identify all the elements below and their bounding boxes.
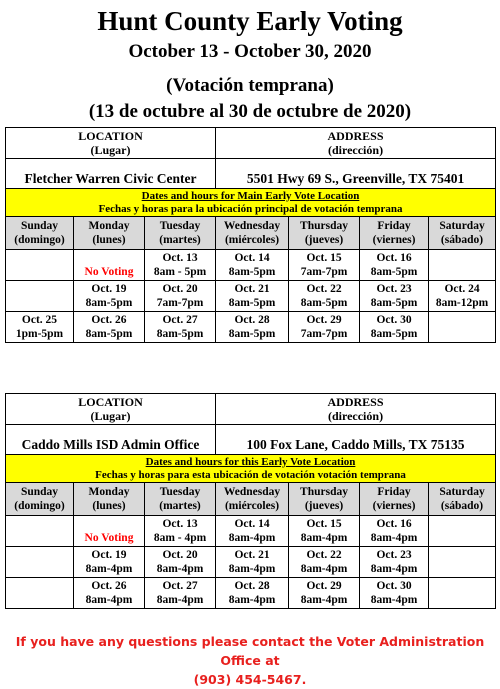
day-name-es: (miércoles) (224, 234, 280, 246)
schedule-cell (289, 547, 360, 578)
day-header-thursday (289, 217, 360, 250)
cell-date: Oct. 27 (162, 314, 198, 326)
schedule-cell (289, 578, 360, 609)
cell-date: Oct. 16 (376, 518, 412, 530)
cell-date: Oct. 29 (306, 314, 342, 326)
schedule-cell (429, 250, 496, 281)
schedule-cell (216, 281, 289, 312)
day-header-sunday (6, 483, 74, 516)
day-name: Wednesday (223, 220, 281, 232)
day-name: Friday (377, 220, 411, 232)
day-name-es: (jueves) (304, 500, 344, 512)
schedule-cell (6, 516, 74, 547)
day-name: Thursday (300, 220, 348, 232)
schedule-cell (216, 312, 289, 343)
day-name: Wednesday (223, 486, 281, 498)
contact-footer (0, 632, 500, 689)
location-label-es: (Lugar) (90, 143, 131, 157)
cell-date: Oct. 14 (234, 252, 270, 264)
schedule-cell (360, 312, 429, 343)
schedule-cell (216, 578, 289, 609)
cell-hours: 8am-4pm (300, 594, 348, 606)
site1-week-row (6, 281, 496, 312)
day-name: Friday (377, 486, 411, 498)
location-label-es: (Lugar) (90, 409, 131, 423)
day-name: Sunday (20, 220, 59, 232)
schedule-cell (74, 250, 145, 281)
site1-banner (6, 189, 496, 217)
day-name-es: (viernes) (372, 500, 416, 512)
cell-hours: 8am-5pm (85, 328, 133, 340)
site2-week-row (6, 547, 496, 578)
schedule-cell (360, 516, 429, 547)
location-label: LOCATION (78, 395, 143, 409)
date-range-english: October 13 - October 30, 2020 (128, 41, 372, 62)
address-label: ADDRESS (327, 129, 384, 143)
cell-date: Oct. 22 (306, 283, 342, 295)
schedule-cell (6, 578, 74, 609)
site2-banner-en: Dates and hours for this Early Vote Location (145, 455, 356, 468)
cell-hours: 8am-5pm (370, 328, 418, 340)
day-name-es: (jueves) (304, 234, 344, 246)
day-name: Monday (88, 486, 130, 498)
schedule-cell (145, 578, 216, 609)
day-name: Thursday (300, 486, 348, 498)
site2-location-name: Caddo Mills ISD Admin Office (6, 425, 216, 455)
site2-schedule-body (6, 516, 496, 609)
schedule-cell (429, 516, 496, 547)
cell-hours: 8am-4pm (85, 594, 133, 606)
day-header-sunday (6, 217, 74, 250)
footer-phone: (903) 454-5467. (193, 672, 307, 687)
cell-date: Oct. 13 (162, 518, 198, 530)
day-name-es: (martes) (159, 234, 201, 246)
schedule-cell (74, 312, 145, 343)
schedule-cell (289, 516, 360, 547)
day-name: Tuesday (159, 220, 201, 232)
schedule-cell (74, 547, 145, 578)
address-label-es: (dirección) (327, 143, 384, 157)
schedule-cell (145, 547, 216, 578)
schedule-cell (145, 516, 216, 547)
schedule-cell (6, 281, 74, 312)
day-name: Saturday (439, 486, 485, 498)
cell-date: Oct. 19 (91, 283, 127, 295)
footer-line1: If you have any questions please contact the Voter Administration Office at (15, 634, 485, 668)
day-header-tuesday (145, 217, 216, 250)
cell-hours: 8am-4pm (300, 563, 348, 575)
cell-date: Oct. 20 (162, 283, 198, 295)
schedule-cell (6, 250, 74, 281)
site1-location-row (6, 159, 496, 189)
site2-banner-es: Fechas y horas para esta ubicación de votación votación temprana (95, 468, 406, 481)
cell-hours: 8am-5pm (300, 297, 348, 309)
cell-hours: 7am-7pm (300, 328, 348, 340)
site2-week-row (6, 578, 496, 609)
day-name-es: (sábado) (440, 500, 484, 512)
cell-hours: 8am-4pm (370, 532, 418, 544)
day-header-monday (74, 217, 145, 250)
cell-date: Oct. 13 (162, 252, 198, 264)
schedule-cell (289, 312, 360, 343)
schedule-cell (74, 516, 145, 547)
cell-date: Oct. 15 (306, 518, 342, 530)
site1-schedule-body (6, 250, 496, 343)
site1-header-row (6, 128, 496, 159)
site2-week-row (6, 516, 496, 547)
cell-hours: 8am-5pm (228, 328, 276, 340)
schedule-cell (74, 281, 145, 312)
cell-hours: 7am-7pm (300, 266, 348, 278)
day-name-es: (miércoles) (224, 500, 280, 512)
cell-hours: 8am-4pm (228, 532, 276, 544)
site2-schedule-table (5, 393, 496, 609)
day-name-es: (martes) (159, 500, 201, 512)
schedule-cell (216, 547, 289, 578)
schedule-cell (429, 281, 496, 312)
schedule-cell (360, 578, 429, 609)
cell-date: Oct. 25 (21, 314, 58, 326)
site1-location-name: Fletcher Warren Civic Center (6, 159, 216, 189)
cell-date: Oct. 29 (306, 580, 342, 592)
schedule-cell (429, 578, 496, 609)
schedule-cell (360, 547, 429, 578)
title-spanish: (Votación temprana) (166, 75, 334, 96)
day-name: Monday (88, 220, 130, 232)
schedule-cell (216, 516, 289, 547)
cell-hours: 8am-5pm (370, 266, 418, 278)
cell-date: Oct. 28 (234, 314, 270, 326)
cell-date: Oct. 26 (91, 580, 127, 592)
cell-date: Oct. 14 (234, 518, 270, 530)
site2-location-row (6, 425, 496, 455)
cell-hours: 1pm-5pm (15, 328, 64, 340)
day-name: Saturday (439, 220, 485, 232)
cell-date: Oct. 21 (234, 283, 270, 295)
site2-address-header (216, 394, 496, 425)
cell-hours: 8am-4pm (370, 563, 418, 575)
day-header-wednesday (216, 217, 289, 250)
cell-date: Oct. 21 (234, 549, 270, 561)
cell-hours: 8am-5pm (85, 297, 133, 309)
schedule-cell (6, 547, 74, 578)
day-name-es: (sábado) (440, 234, 484, 246)
schedule-cell (360, 250, 429, 281)
address-label-es: (dirección) (327, 409, 384, 423)
site1-schedule-table (5, 127, 496, 343)
day-name-es: (domingo) (14, 500, 65, 512)
cell-hours: 8am-4pm (370, 594, 418, 606)
day-name: Tuesday (159, 486, 201, 498)
cell-date: Oct. 26 (91, 314, 127, 326)
date-range-spanish: (13 de octubre al 30 de octubre de 2020) (88, 101, 412, 122)
site1-location-header (6, 128, 216, 159)
cell-date: Oct. 15 (306, 252, 342, 264)
site1-banner-row (6, 189, 496, 217)
site2-address: 100 Fox Lane, Caddo Mills, TX 75135 (216, 425, 496, 455)
day-name-es: (domingo) (14, 234, 65, 246)
no-voting-label: No Voting (84, 532, 134, 544)
cell-date: Oct. 23 (376, 283, 412, 295)
day-header-thursday (289, 483, 360, 516)
cell-hours: 8am-5pm (228, 266, 276, 278)
schedule-cell (145, 250, 216, 281)
site1-week-row (6, 312, 496, 343)
cell-date: Oct. 23 (376, 549, 412, 561)
site2-day-header-row (6, 483, 496, 516)
cell-hours: 8am-4pm (85, 563, 133, 575)
page-title: Hunt County Early Voting (97, 6, 403, 36)
cell-date: Oct. 30 (376, 314, 412, 326)
address-label: ADDRESS (327, 395, 384, 409)
site2-banner-row (6, 455, 496, 483)
schedule-cell (216, 250, 289, 281)
site2-header-row (6, 394, 496, 425)
cell-hours: 8am - 4pm (153, 532, 207, 544)
day-name: Sunday (20, 486, 59, 498)
site1-banner-en: Dates and hours for Main Early Vote Location (141, 189, 360, 202)
day-header-friday (360, 483, 429, 516)
cell-date: Oct. 24 (444, 283, 480, 295)
cell-hours: 8am-5pm (370, 297, 418, 309)
schedule-cell (429, 312, 496, 343)
cell-hours: 8am - 5pm (153, 266, 207, 278)
day-name-es: (lunes) (92, 500, 126, 512)
schedule-cell (6, 312, 74, 343)
site2-banner (6, 455, 496, 483)
day-header-wednesday (216, 483, 289, 516)
cell-hours: 8am-4pm (156, 594, 204, 606)
day-header-tuesday (145, 483, 216, 516)
day-header-saturday (429, 217, 496, 250)
schedule-cell (429, 547, 496, 578)
schedule-cell (360, 281, 429, 312)
day-header-saturday (429, 483, 496, 516)
cell-date: Oct. 16 (376, 252, 412, 264)
schedule-cell (289, 281, 360, 312)
site1-address: 5501 Hwy 69 S., Greenville, TX 75401 (216, 159, 496, 189)
cell-hours: 8am-5pm (228, 297, 276, 309)
cell-hours: 8am-4pm (156, 563, 204, 575)
cell-hours: 8am-4pm (228, 563, 276, 575)
cell-date: Oct. 28 (234, 580, 270, 592)
cell-date: Oct. 19 (91, 549, 127, 561)
day-header-monday (74, 483, 145, 516)
schedule-cell (145, 281, 216, 312)
cell-hours: 8am-5pm (156, 328, 204, 340)
site1-address-header (216, 128, 496, 159)
schedule-cell (74, 578, 145, 609)
no-voting-label: No Voting (84, 266, 134, 278)
schedule-cell (145, 312, 216, 343)
cell-hours: 8am-4pm (300, 532, 348, 544)
schedule-cell (289, 250, 360, 281)
day-header-friday (360, 217, 429, 250)
cell-hours: 8am-4pm (228, 594, 276, 606)
cell-hours: 7am-7pm (156, 297, 204, 309)
site1-week-row (6, 250, 496, 281)
cell-hours: 8am-12pm (435, 297, 489, 309)
cell-date: Oct. 30 (376, 580, 412, 592)
cell-date: Oct. 22 (306, 549, 342, 561)
cell-date: Oct. 20 (162, 549, 198, 561)
site1-banner-es: Fechas y horas para la ubicación principal de votación temprana (98, 202, 403, 215)
site1-day-header-row (6, 217, 496, 250)
location-label: LOCATION (78, 129, 143, 143)
site2-location-header (6, 394, 216, 425)
day-name-es: (lunes) (92, 234, 126, 246)
day-name-es: (viernes) (372, 234, 416, 246)
cell-date: Oct. 27 (162, 580, 198, 592)
